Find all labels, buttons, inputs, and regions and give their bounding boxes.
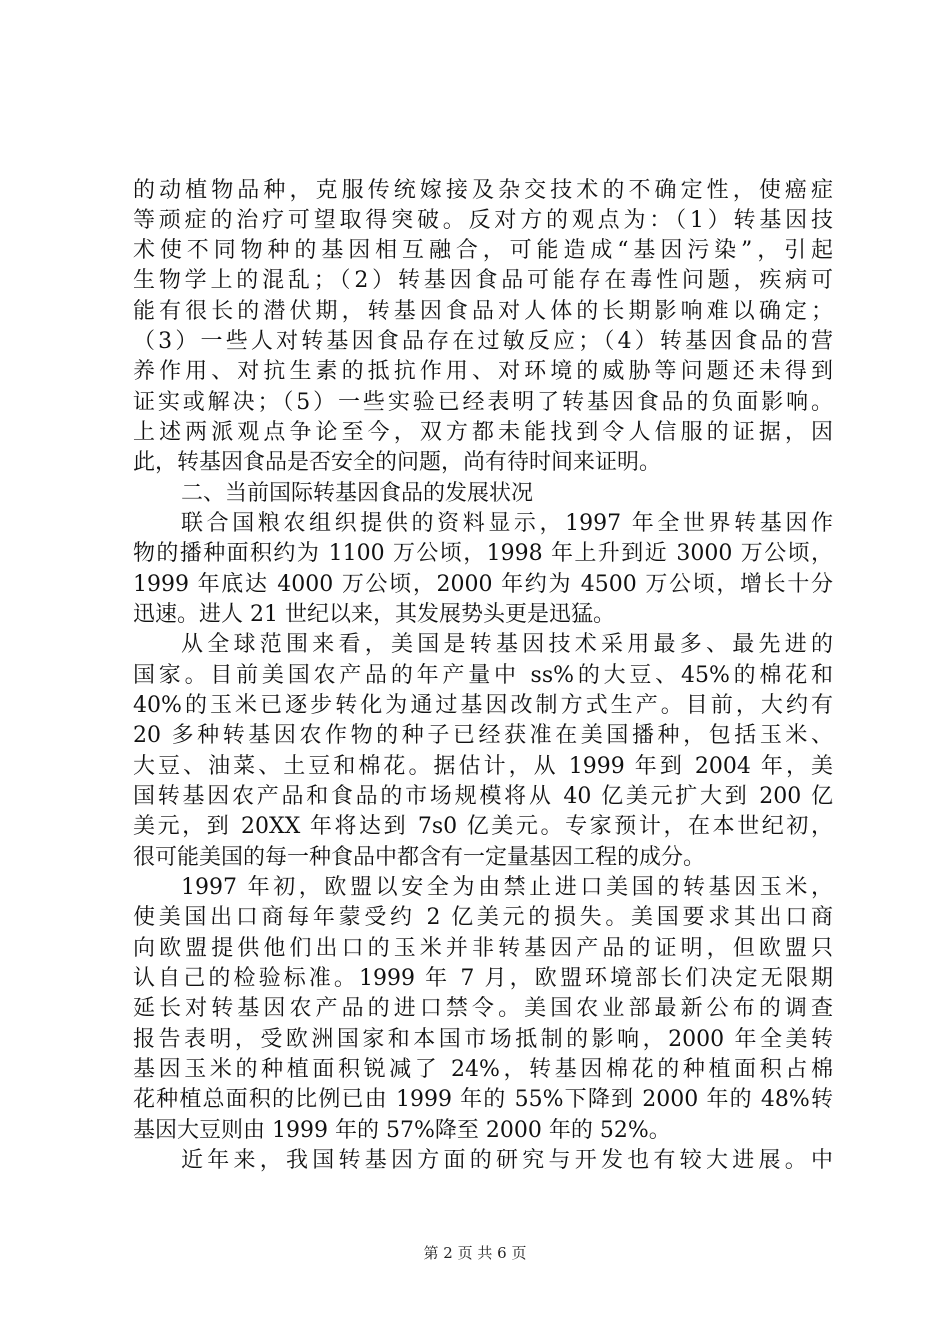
section-heading: 二、当前国际转基因食品的发展状况: [181, 481, 534, 506]
body-text-line: 生物学上的混乱；（2）转基因食品可能存在毒性问题，疾病可: [133, 268, 833, 293]
body-text-line: 基因玉米的种植面积锐减了 24%，转基因棉花的种植面积占棉: [133, 1057, 833, 1082]
body-text-line: 能有很长的潜伏期，转基因食品对人体的长期影响难以确定；: [133, 299, 833, 324]
body-text-line: 的动植物品种，克服传统嫁接及杂交技术的不确定性，使癌症: [133, 178, 833, 203]
body-text-line: 迅速。进人 21 世纪以来，其发展势头更是迅猛。: [133, 602, 615, 627]
body-text-line: 国家。目前美国农产品的年产量中 ss%的大豆、45%的棉花和: [133, 663, 833, 688]
body-text-line: 近年来，我国转基因方面的研究与开发也有较大进展。中: [181, 1148, 833, 1173]
body-text-line: 报告表明，受欧洲国家和本国市场抵制的影响，2000 年全美转: [133, 1027, 833, 1052]
body-text-line: 向欧盟提供他们出口的玉米并非转基因产品的证明，但欧盟只: [133, 936, 833, 961]
body-text-line: 花种植总面积的比例已由 1999 年的 55%下降到 2000 年的 48%转: [133, 1087, 833, 1112]
body-text-line: 从全球范围来看，美国是转基因技术采用最多、最先进的: [181, 632, 833, 657]
body-text-line: 物的播种面积约为 1100 万公顷，1998 年上升到近 3000 万公顷，: [133, 541, 833, 566]
body-text-line: 很可能美国的每一种食品中都含有一定量基因工程的成分。: [133, 845, 706, 870]
body-text-line: 20 多种转基因农作物的种子已经获准在美国播种，包括玉米、: [133, 723, 833, 748]
body-text-line: 此，转基因食品是否安全的问题，尚有待时间来证明。: [133, 450, 662, 475]
body-text-line: 延长对转基因农产品的进口禁令。美国农业部最新公布的调查: [133, 996, 833, 1021]
body-text-line: 认自己的检验标准。1999 年 7 月，欧盟环境部长们决定无限期: [133, 966, 833, 991]
body-text-line: （3）一些人对转基因食品存在过敏反应；（4）转基因食品的营: [133, 329, 833, 354]
body-text-line: 上述两派观点争论至今，双方都未能找到令人信服的证据，因: [133, 420, 833, 445]
body-text-line: 使美国出口商每年蒙受约 2 亿美元的损失。美国要求其出口商: [133, 905, 833, 930]
body-text-line: 美元，到 20XX 年将达到 7s0 亿美元。专家预计，在本世纪初，: [133, 814, 833, 839]
body-text-line: 联合国粮农组织提供的资料显示，1997 年全世界转基因作: [181, 511, 833, 536]
body-text-line: 基因大豆则由 1999 年的 57%降至 2000 年的 52%。: [133, 1118, 671, 1143]
body-text-line: 1997 年初，欧盟以安全为由禁止进口美国的转基因玉米，: [181, 875, 833, 900]
body-text-line: 国转基因农产品和食品的市场规模将从 40 亿美元扩大到 200 亿: [133, 784, 833, 809]
body-text-line: 证实或解决；（5）一些实验已经表明了转基因食品的负面影响。: [133, 390, 833, 415]
body-text-line: 1999 年底达 4000 万公顷，2000 年约为 4500 万公顷，增长十分: [133, 572, 833, 597]
body-text-line: 等顽症的治疗可望取得突破。反对方的观点为：（1）转基因技: [133, 208, 833, 233]
body-text-line: 养作用、对抗生素的抵抗作用、对环境的威胁等问题还未得到: [133, 359, 833, 384]
body-text-line: 40%的玉米已逐步转化为通过基因改制方式生产。目前，大约有: [133, 693, 833, 718]
body-text-line: 术使不同物种的基因相互融合，可能造成“基因污染”，引起: [133, 238, 833, 263]
page-number-footer: 第 2 页 共 6 页: [423, 1244, 527, 1262]
body-text-line: 大豆、油菜、土豆和棉花。据估计，从 1999 年到 2004 年，美: [133, 754, 833, 779]
